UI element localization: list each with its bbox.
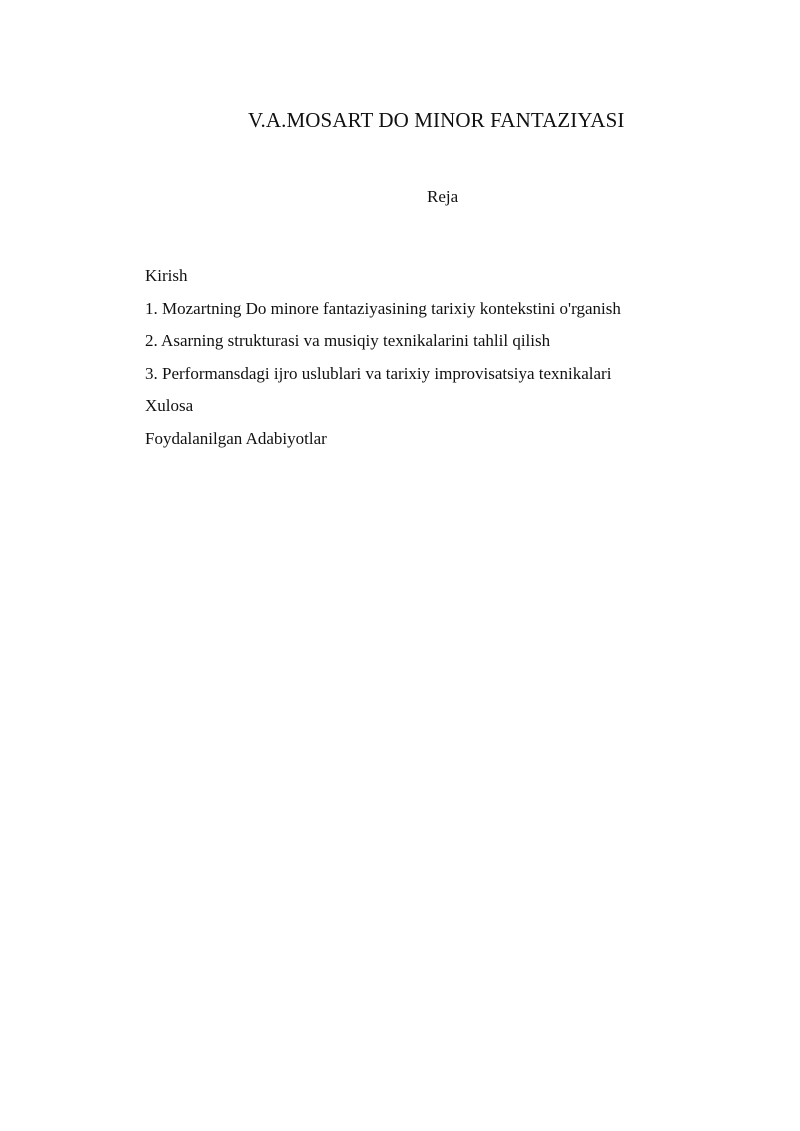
toc-item: 2. Asarning strukturasi va musiqiy texnikalarini tahlil qilish [145,331,551,350]
document-title: V.A.MOSART DO MINOR FANTAZIYASI [248,108,625,132]
table-of-contents [145,260,621,455]
toc-item: 3. Performansdagi ijro uslublari va tarixiy improvisatsiya texnikalari [145,363,612,383]
toc-item: Kirish [145,266,188,285]
toc-item: Foydalanilgan Adabiyotlar [145,428,327,448]
plan-heading: Reja [427,187,459,206]
toc-item: Xulosa [145,396,194,415]
toc-item: 1. Mozartning Do minore fantaziyasining tarixiy kontekstini o'rganish [145,298,621,318]
